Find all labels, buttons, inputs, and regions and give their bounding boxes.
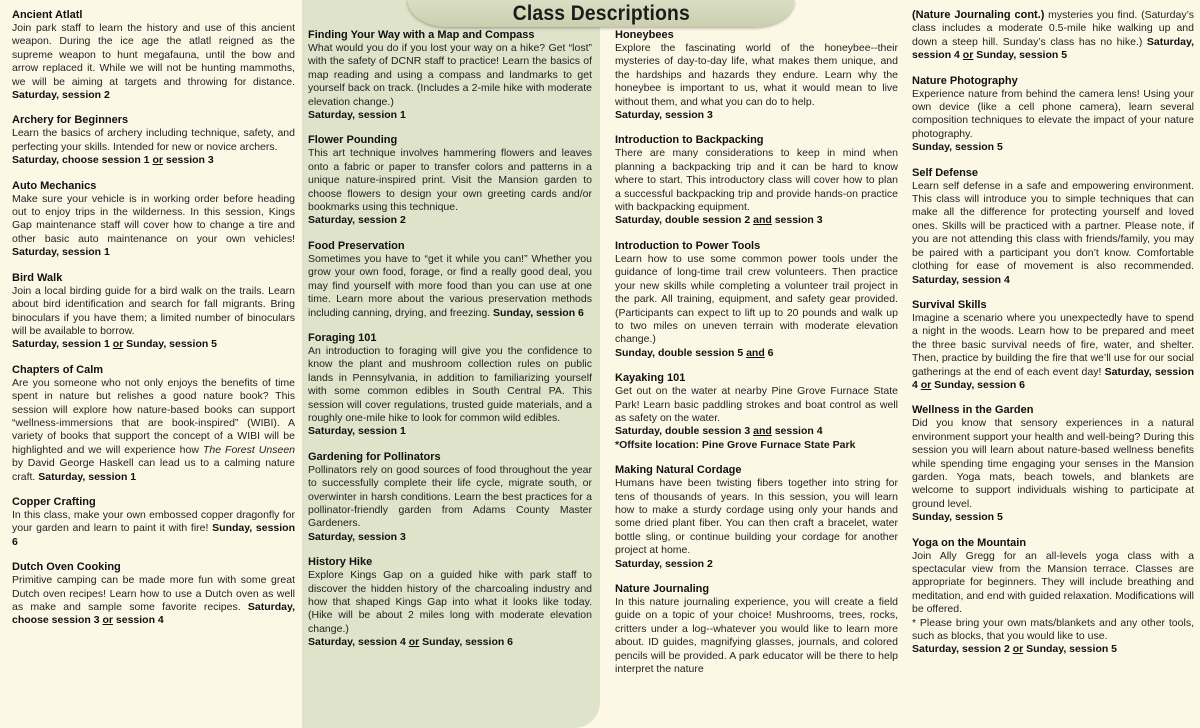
class-description: Are you someone who not only enjoys the benefits of time spent in nature but relishes a good nature book? This session will explore how nature-based books can support “wellness-immersions that are book-inspired” (WIBI). A variety of books that support the concept of a WIBI will be highlighted and we will experience how The Forest Unseen by David George Haskell can lead us to a calming nature craft. Saturday, session 1 bbox=[12, 376, 295, 483]
class-description: Humans have been twisting fibers together into string for tens of thousands of years. In this session, you will learn how to make a sturdy cordage using only your hands and some dried plant fiber. You can then craft a bracelet, water bottle sling, or continue building your cordage for another project at home. bbox=[615, 477, 898, 557]
column-4 bbox=[906, 0, 1200, 728]
class-schedule: Sunday, double session 5 and 6 bbox=[615, 346, 774, 359]
class-gardening-pollinators bbox=[308, 450, 592, 544]
class-description: (Nature Journaling cont.) mysteries you find. (Saturday’s class includes a moderate 0.5-mile hike walking up and down a steep hill. Sunday’s class has no hike.) Saturday, session 4 or Sunday, session 5 bbox=[912, 9, 1194, 62]
class-description: Learn how to use some common power tools under the guidance of long-time trail crew volunteers. Then practice your new skills while completing a volunteer trail project in the park. All training, equipment, and safety gear provided. (Participants can expect to lift up to 20 pounds and walk up to two miles on uneven terrain with moderate elevation change.) bbox=[615, 252, 898, 346]
class-yoga bbox=[912, 536, 1194, 657]
class-auto-mechanics bbox=[12, 179, 295, 260]
class-title: Self Defense bbox=[912, 166, 979, 179]
class-description: Primitive camping can be made more fun with some great Dutch oven recipes! Learn how to use a Dutch oven as well as make and sample some favorite recipes. Saturday, choose session 3 or session 4 bbox=[12, 574, 295, 627]
class-title: Copper Crafting bbox=[12, 495, 96, 508]
class-description: Join Ally Gregg for an all-levels yoga class with a spectacular view from the Mansion terrace. Classes are appropriate for beginners. They will include breathing and meditation, and end with guided relaxation. Modifications will be offered. bbox=[912, 549, 1194, 616]
class-schedule: Saturday, session 2 bbox=[615, 557, 713, 570]
class-schedule: Saturday, session 4 or Sunday, session 6 bbox=[308, 636, 514, 649]
class-title: Kayaking 101 bbox=[615, 372, 686, 385]
class-history-hike bbox=[308, 555, 592, 649]
class-note: * Please bring your own mats/blankets and any other tools, such as blocks, that you would like to use. bbox=[912, 616, 1194, 643]
class-description: Pollinators rely on good sources of food throughout the year to successfully complete their life cycle, migrate south, or overwinter in harsh conditions. Learn the best practices for a pollinator-friendly garden from Adams County Master Gardeners. bbox=[308, 463, 592, 530]
page-title: Class Descriptions bbox=[512, 2, 690, 25]
class-title: Archery for Beginners bbox=[12, 114, 129, 127]
class-title: Auto Mechanics bbox=[12, 179, 97, 192]
class-description: Join park staff to learn the history and use of this ancient weapon. During the ice age the atlatl reigned as the supreme weapon to hunt megafauna, until the bow and arrow replaced it. While we will not be hunting mammoths, we will be aiming at targets and throwing for distance. Saturday, session 2 bbox=[12, 22, 295, 102]
class-title: Bird Walk bbox=[12, 271, 63, 284]
class-map-compass bbox=[308, 28, 592, 122]
class-nature-journaling-cont bbox=[912, 8, 1194, 63]
class-title: Nature Journaling bbox=[615, 583, 710, 595]
class-title: Foraging 101 bbox=[308, 331, 377, 344]
class-schedule: Sunday, session 5 bbox=[912, 141, 1003, 154]
class-schedule: Sunday, session 6 bbox=[493, 306, 584, 319]
class-backpacking bbox=[615, 133, 898, 227]
class-honeybees bbox=[615, 28, 898, 122]
page-header-banner bbox=[408, 0, 794, 27]
class-schedule: Saturday, session 2 bbox=[308, 214, 406, 227]
class-title: Introduction to Power Tools bbox=[615, 239, 761, 252]
class-description: Experience nature from behind the camera lens! Using your own device (like a cell phone camera), learn several composition techniques to elevate the impact of your nature photography. bbox=[912, 87, 1194, 140]
class-title: Chapters of Calm bbox=[12, 363, 104, 376]
class-description: Sometimes you have to “get it while you can!” Whether you grow your own food, forage, or find a really good deal, you may find yourself with more food than you can use at one time. Learn more about the various preservation methods including canning, drying, and freezing. Sunday, session 6 bbox=[308, 252, 592, 319]
class-chapters-of-calm bbox=[12, 363, 295, 484]
class-nature-journaling bbox=[615, 582, 898, 676]
class-natural-cordage bbox=[615, 463, 898, 571]
column-3 bbox=[608, 0, 904, 728]
class-description: Explore the fascinating world of the honeybee--their mysteries of day-to-day life, what makes them unique, and the hardships and hazards they endure. Learn why the honeybee is important to us, what it would mean to live without them, and what you can do to help. bbox=[615, 42, 898, 108]
class-title: (Nature Journaling cont.) bbox=[912, 9, 1045, 21]
class-description: An introduction to foraging will give you the confidence to know the plant and mushroom collection rules on public lands in Pennsylvania, in addition to familiarizing yourself with some common edibles in South Central PA. This session will cover regulations, trusted guide materials, and a roughly one-mile hike to look for common wild edibles. bbox=[308, 344, 592, 424]
class-title: Yoga on the Mountain bbox=[912, 536, 1027, 549]
class-schedule: Saturday, session 1 bbox=[308, 109, 406, 122]
book-title: The Forest Unseen bbox=[202, 443, 295, 456]
class-foraging bbox=[308, 331, 592, 439]
class-description: Learn the basics of archery including technique, safety, and perfecting your skills. Intended for new or novice archers. bbox=[12, 127, 295, 153]
class-description: Make sure your vehicle is in working order before heading out to enjoy trips in the wilderness. In this session, Kings Gap maintenance staff will cover how to change a tire and other basic auto maintenance on your own vehicles! Saturday, session 1 bbox=[12, 192, 295, 259]
class-title: Nature Photography bbox=[912, 74, 1018, 87]
class-schedule: Saturday, choose session 3 or session 4 bbox=[12, 601, 295, 627]
class-title: Introduction to Backpacking bbox=[615, 134, 764, 147]
class-description: Imagine a scenario where you unexpectedly have to spend a night in the woods. Learn how to be prepared and meet the three basic survival needs of fire, water, and shelter. Then, practice by building the fire that we’ll use for our social gatherings at the end of each event day! Saturday, session 4 or Sunday, session 6 bbox=[912, 311, 1195, 391]
class-schedule: Saturday, session 4 or Sunday, session 6 bbox=[912, 365, 1195, 391]
class-description: Learn self defense in a safe and empowering environment. This class will introduce you to simple techniques that can make all the difference for protecting yourself and loved ones. Skills will be practiced with a partner. Please note, if you are not attending this class with friends/family, you may be paired with a participant you don’t know. Comfortable clothing for ease of movement is also recommended. Saturday, session 4 bbox=[912, 179, 1194, 286]
class-schedule: Saturday, session 4 or Sunday, session 5 bbox=[912, 35, 1194, 62]
class-schedule: Saturday, session 1 bbox=[308, 425, 406, 438]
class-description: Get out on the water at nearby Pine Grove Furnace State Park! Learn basic paddling strokes and boat control as well as safety on the water. bbox=[615, 385, 898, 424]
class-description: In this class, make your own embossed copper dragonfly for your garden and learn to paint it with fire! Sunday, session 6 bbox=[12, 508, 296, 548]
class-flower-pounding bbox=[308, 133, 592, 227]
class-description: What would you do if you lost your way on a hike? Get “lost” with the safety of DCNR staff to practice! Learn the basics of map reading and using a compass and landmarks to get yourself back on track. (Includes a 2-mile hike with moderate elevation change.) bbox=[308, 42, 592, 108]
class-title: History Hike bbox=[308, 556, 373, 569]
class-schedule: Saturday, session 2 or Sunday, session 5 bbox=[912, 643, 1118, 656]
class-title: Ancient Atlatl bbox=[12, 9, 83, 21]
class-title: Making Natural Cordage bbox=[615, 464, 742, 477]
class-title: Gardening for Pollinators bbox=[308, 450, 441, 463]
class-title: Dutch Oven Cooking bbox=[12, 561, 121, 574]
class-dutch-oven bbox=[12, 560, 295, 628]
class-schedule: Saturday, session 1 bbox=[38, 470, 137, 483]
class-description: Did you know that sensory experiences in a natural environment support your health and well-being? During this session you will learn about nature-based wellness benefits while spending time engaging your senses in the Mansion garden. Yoga mats, beach towels, and blankets are welcome to support individuals wishing to participate at ground level. bbox=[912, 417, 1194, 510]
class-schedule: Saturday, session 3 bbox=[615, 109, 713, 122]
class-power-tools bbox=[615, 239, 898, 360]
class-description: This art technique involves hammering flowers and leaves onto a fabric or paper to transfer colors and patterns in a unique nature-inspired print. Visit the Mansion garden to choose flowers to design your own greeting cards and/or bookmarks using this technique. bbox=[308, 147, 592, 214]
class-title: Flower Pounding bbox=[308, 134, 398, 147]
class-schedule: Saturday, double session 2 and session 3 bbox=[615, 214, 823, 227]
class-title: Wellness in the Garden bbox=[912, 404, 1034, 417]
class-self-defense bbox=[912, 166, 1194, 287]
class-description: There are many considerations to keep in mind when planning a backpacking trip and it can be hard to know where to start. This introductory class will cover how to plan a successful backpacking trip and provide hands-on practice with backpacking equipment. bbox=[615, 147, 898, 214]
class-schedule: Sunday, session 5 bbox=[912, 511, 1003, 524]
class-wellness-garden bbox=[912, 403, 1194, 524]
class-description: Join a local birding guide for a bird walk on the trails. Learn about bird identification and search for fall migrants. Bring binoculars if you have them; a limited number of binoculars will be available to borrow. bbox=[12, 284, 295, 337]
class-copper-crafting bbox=[12, 495, 295, 549]
class-title: Honeybees bbox=[615, 29, 674, 41]
class-bird-walk bbox=[12, 271, 295, 352]
offsite-note: *Offsite location: Pine Grove Furnace State Park bbox=[615, 438, 856, 451]
class-title: Survival Skills bbox=[912, 298, 987, 311]
class-schedule: Saturday, session 1 bbox=[12, 246, 110, 259]
class-title: Finding Your Way with a Map and Compass bbox=[308, 29, 535, 41]
column-2 bbox=[302, 0, 600, 728]
class-description: Explore Kings Gap on a guided hike with park staff to discover the hidden history of the charcoaling industry and how that shaped Kings Gap into what it looks like today. (Hike will be about 2 miles long with moderate elevation change.) bbox=[308, 569, 592, 635]
class-food-preservation bbox=[308, 239, 592, 320]
class-archery bbox=[12, 113, 295, 167]
column-1 bbox=[0, 0, 302, 728]
class-schedule: Saturday, session 1 or Sunday, session 5 bbox=[12, 338, 218, 351]
class-schedule: Saturday, session 2 bbox=[12, 89, 110, 102]
class-title: Food Preservation bbox=[308, 239, 405, 252]
class-kayaking bbox=[615, 371, 898, 452]
class-schedule: Saturday, session 3 bbox=[308, 530, 406, 543]
class-schedule: Saturday, double session 3 and session 4 bbox=[615, 425, 823, 438]
class-schedule: Saturday, session 4 bbox=[912, 273, 1010, 286]
class-schedule: Sunday, session 6 bbox=[12, 522, 296, 548]
class-description: In this nature journaling experience, you will create a field guide on a topic of your choice! Mushrooms, trees, rocks, critters under a log--whatever you would like to learn more about. ID guides, magnifying glasses, journals, and colored pencils will be provided. A park educator will be there to help interpret the nature bbox=[615, 596, 898, 676]
class-nature-photography bbox=[912, 74, 1194, 155]
class-ancient-atlatl bbox=[12, 8, 295, 102]
class-schedule: Saturday, choose session 1 or session 3 bbox=[12, 154, 214, 167]
class-survival-skills bbox=[912, 298, 1194, 392]
